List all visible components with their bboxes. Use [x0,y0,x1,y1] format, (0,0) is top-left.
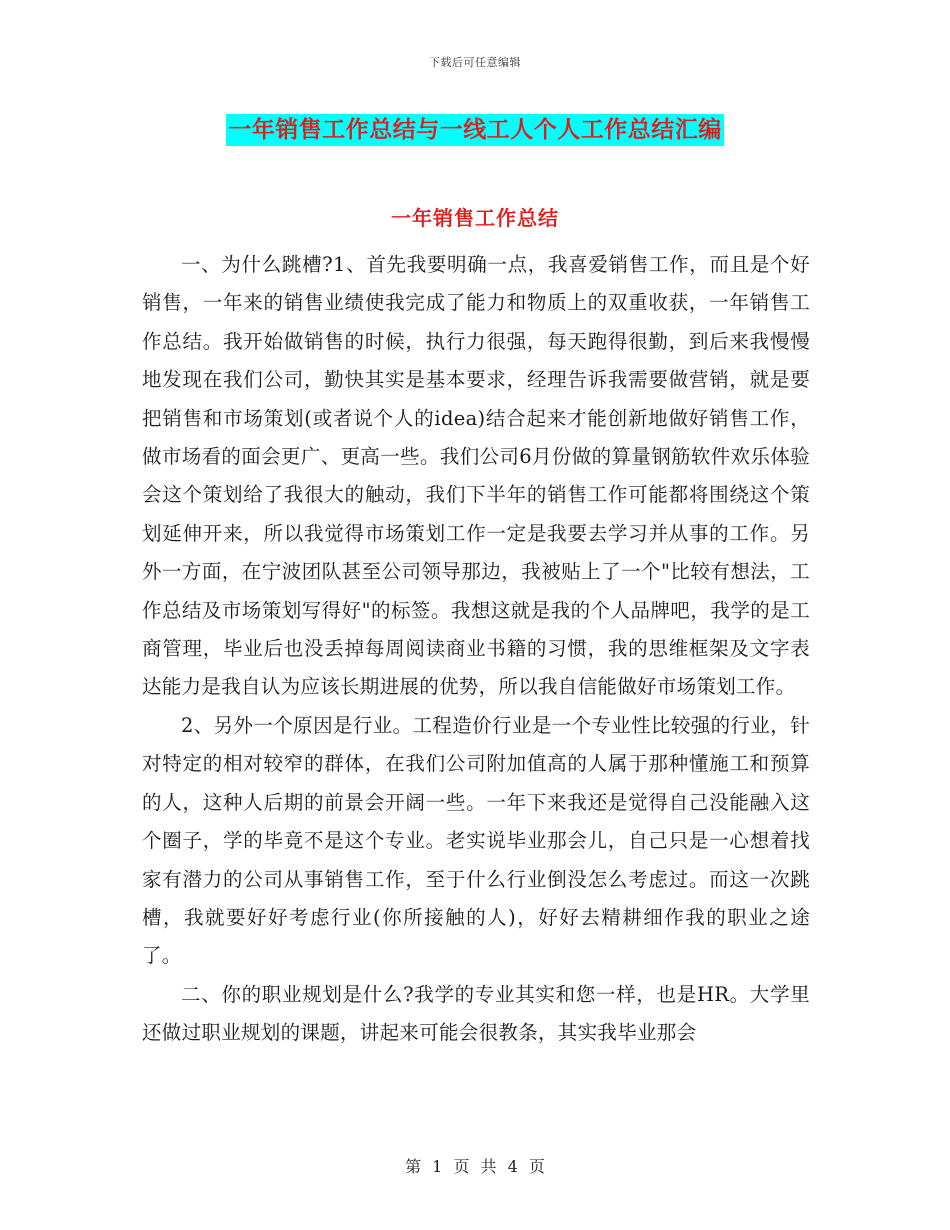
body-text [142,246,810,1053]
document-title [0,114,950,146]
paragraph: 一、为什么跳槽?1、首先我要明确一点，我喜爱销售工作，而且是个好销售，一年来的销售业绩使我完成了能力和物质上的双重收获，一年销售工作总结。我开始做销售的时候，执行力很强，每天跑得很勤，到后来我慢慢地发现在我们公司，勤快其实是基本要求，经理告诉我需要做营销，就是要把销售和市场策划(或者说个人的idea)结合起来才能创新地做好销售工作，做市场看的面会更广、更高一些。我们公司6月份做的算量钢筋软件欢乐体验会这个策划给了我很大的触动，我们下半年的销售工作可能都将围绕这个策划延伸开来，所以我觉得市场策划工作一定是我要去学习并从事的工作。另外一方面，在宁波团队甚至公司领导那边，我被贴上了一个"比较有想法，工作总结及市场策划写得好"的标签。我想这就是我的个人品牌吧，我学的是工商管理，毕业后也没丢掉每周阅读商业书籍的习惯，我的思维框架及文字表达能力是我自认为应该长期进展的优势，所以我自信能做好市场策划工作。 [142,253,810,699]
paragraph: 二、你的职业规划是什么?我学的专业其实和您一样，也是HR。大学里还做过职业规划的课题，讲起来可能会很教条，其实我毕业那会 [142,982,810,1045]
header-note: 下载后可任意编辑 [429,56,521,69]
page-footer: 第 1 页 共 4 页 [405,1157,545,1176]
document-title-text: 一年销售工作总结与一线工人个人工作总结汇编 [226,114,724,146]
section-heading: 一年销售工作总结 [391,206,559,230]
paragraph: 2、另外一个原因是行业。工程造价行业是一个专业性比较强的行业，针对特定的相对较窄的群体，在我们公司附加值高的人属于那种懂施工和预算的人，这种人后期的前景会开阔一些。一年下来我还是觉得自己没能融入这个圈子，学的毕竟不是这个专业。老实说毕业那会儿，自己只是一心想着找家有潜力的公司从事销售工作，至于什么行业倒没怎么考虑过。而这一次跳槽，我就要好好考虑行业(你所接触的人)，好好去精耕细作我的职业之途了。 [142,713,810,968]
